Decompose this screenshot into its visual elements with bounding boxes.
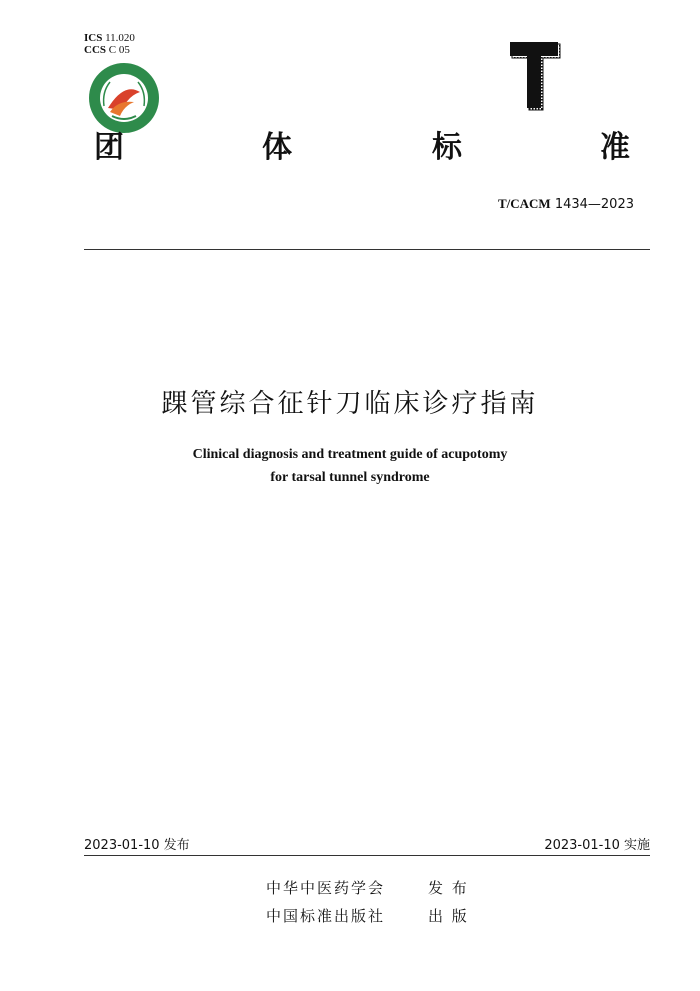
ics-code: ICS 11.020	[84, 32, 135, 44]
title-chinese: 踝管综合征针刀临床诊疗指南	[161, 389, 539, 419]
heading-char-4: 准	[600, 130, 632, 165]
title-english	[0, 443, 700, 489]
release-date: 2023-01-10 发布	[84, 838, 190, 853]
bottom-divider	[84, 855, 650, 856]
publisher-role-1: 发 布	[428, 879, 469, 897]
publisher-org-2: 中国标准出版社	[266, 907, 386, 925]
publisher-role-2: 出 版	[428, 907, 469, 925]
heading-char-2: 体	[262, 130, 294, 165]
publisher-org-1: 中华中医药学会	[266, 879, 386, 897]
standard-number: T/CACM 1434—2023	[497, 196, 634, 212]
ccs-code: CCS C 05	[84, 44, 130, 56]
heading-char-3: 标	[432, 130, 464, 165]
standard-letter-t-icon	[508, 42, 564, 112]
classification-codes	[84, 32, 135, 56]
chinese-association-of-chinese-medicine-logo-icon	[88, 62, 160, 134]
heading-char-1: 团	[94, 130, 126, 165]
title-english-line-1: Clinical diagnosis and treatment guide of acupotomy	[192, 447, 508, 462]
implement-date: 2023-01-10 实施	[544, 838, 650, 853]
top-divider	[84, 249, 650, 250]
title-english-line-2: for tarsal tunnel syndrome	[270, 470, 430, 485]
